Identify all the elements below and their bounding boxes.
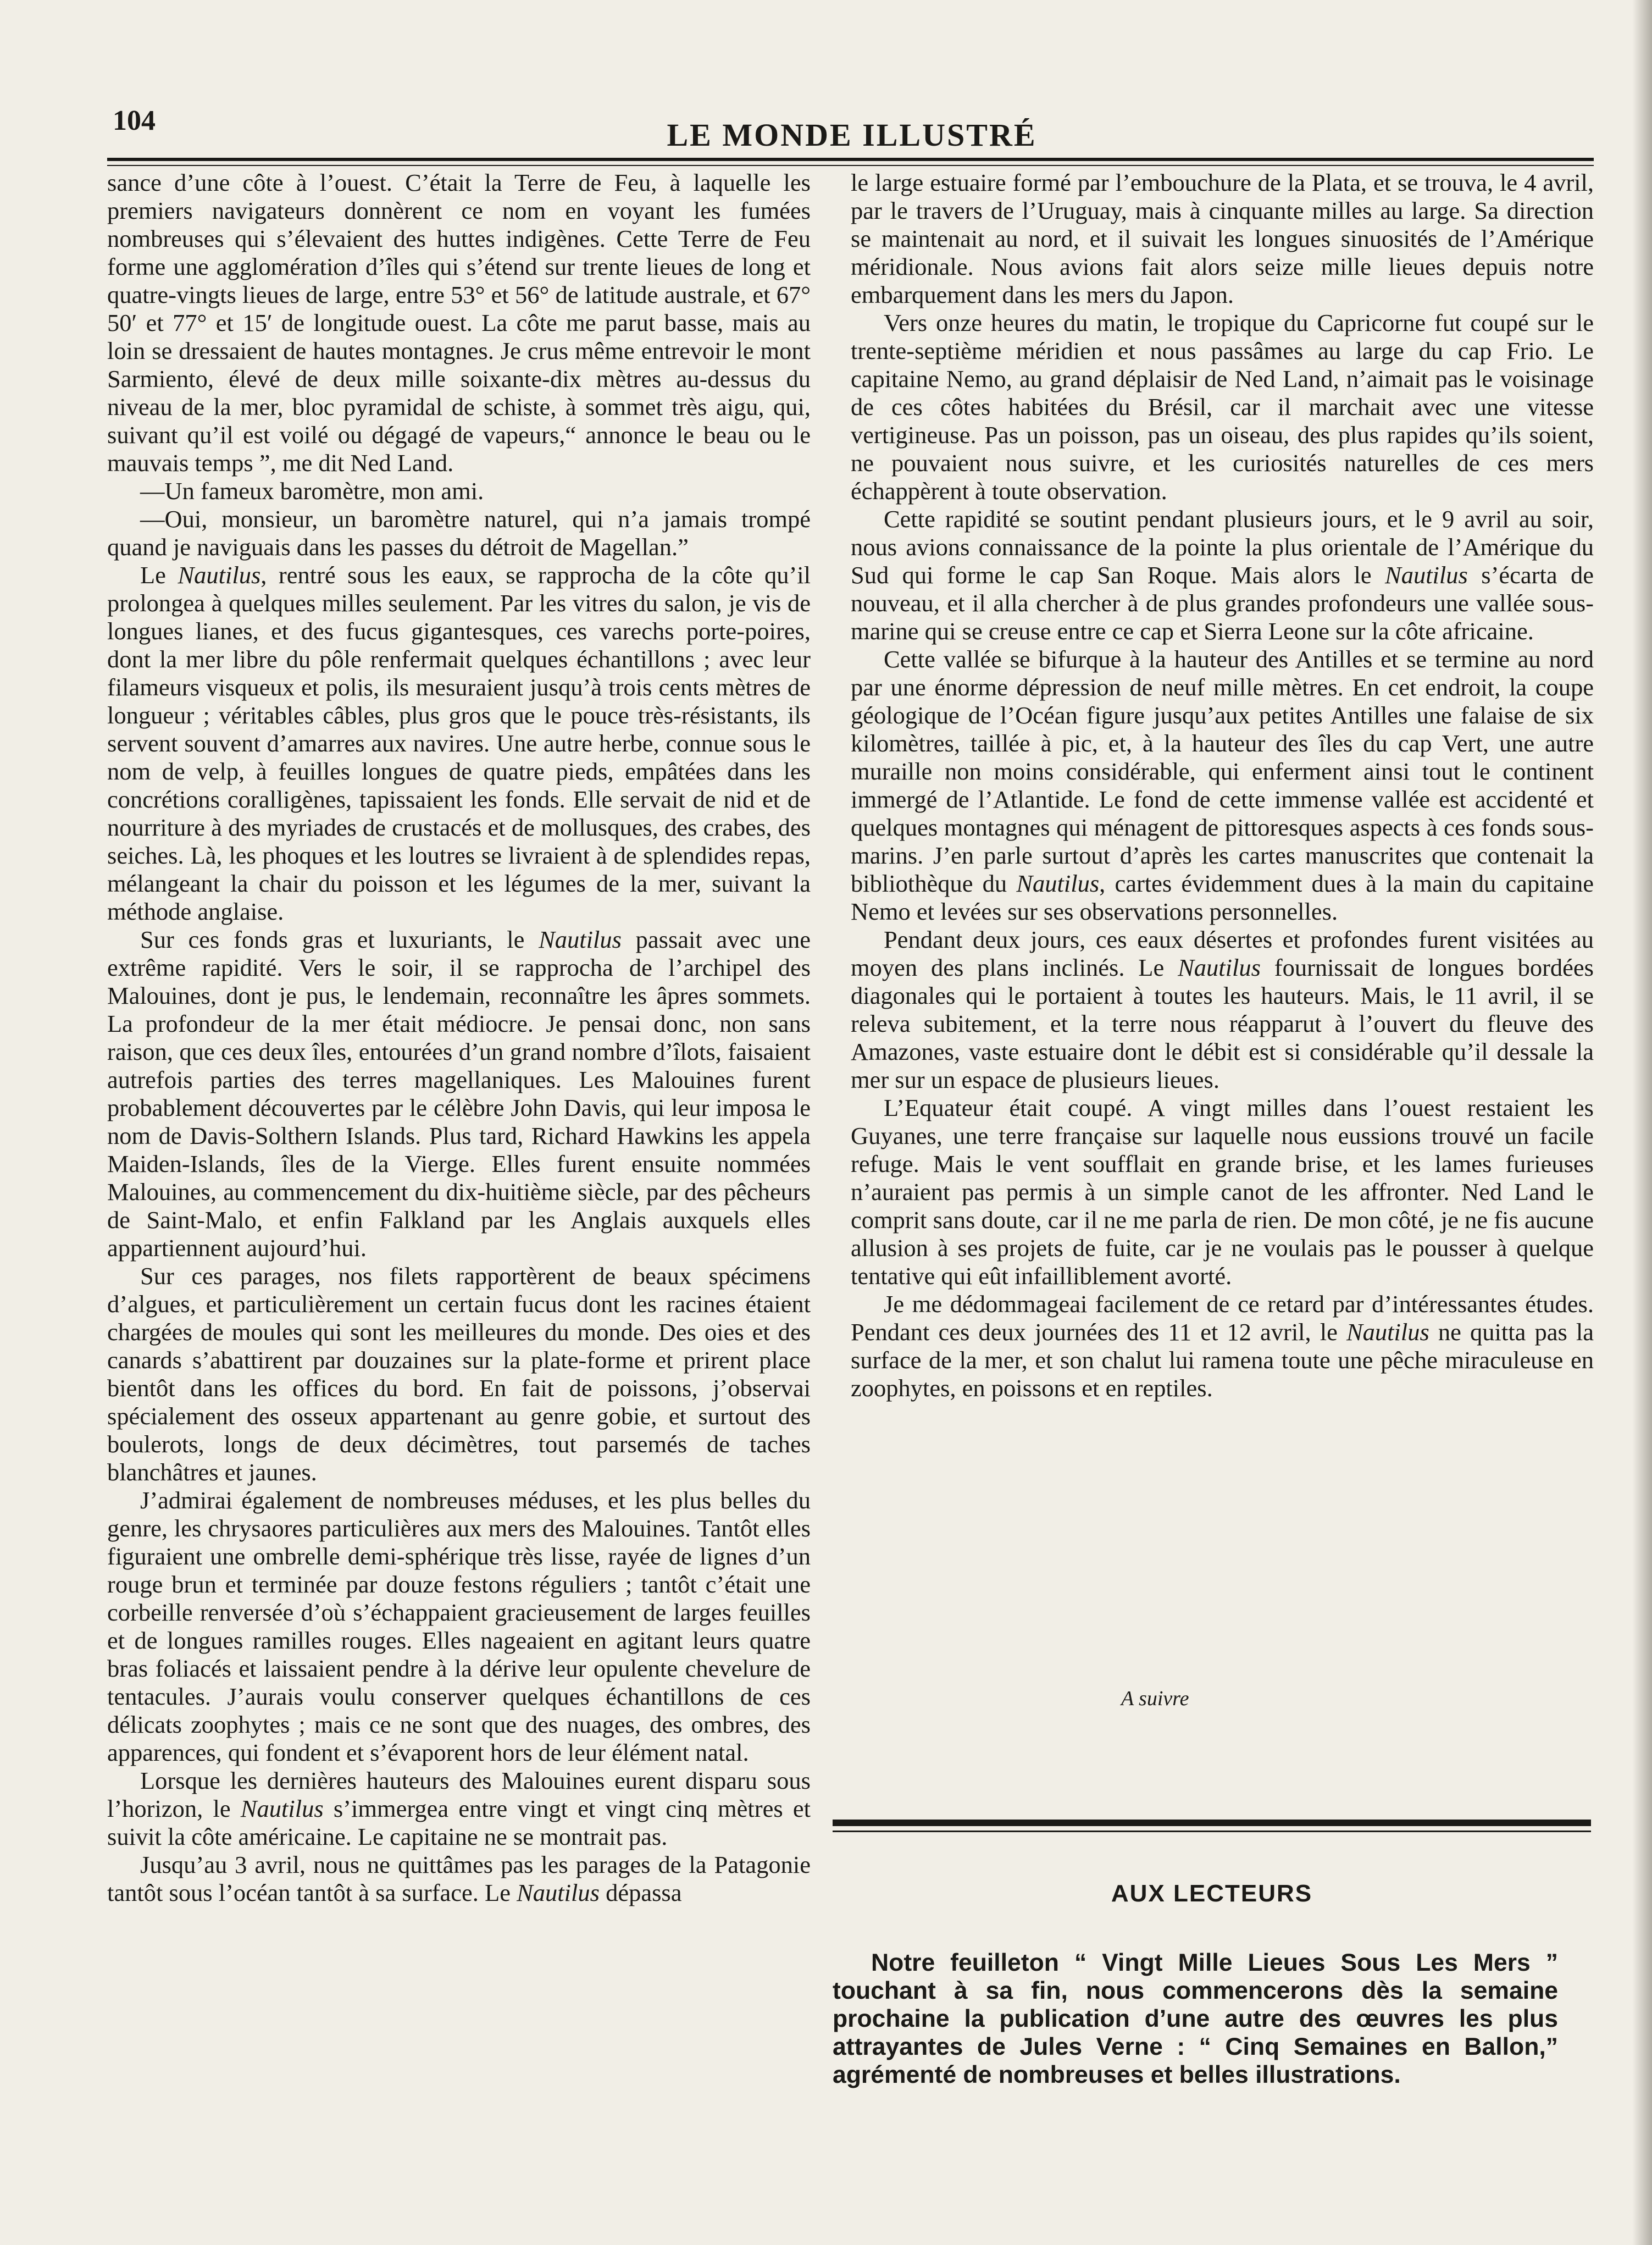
right-column <box>851 169 1594 1587</box>
paragraph: Sur ces fonds gras et luxuriants, le Nautilus passait avec une extrême rapidité. Vers le soir, il se rapprocha de l’archipel des Malouines, dont je pus, le lendemain, reconnaître les âpres sommets. La profondeur de la mer était médiocre. Je pensai donc, non sans raison, que ces deux îles, entourées d’un grand nombre d’îlots, faisaient autrefois parties des terres magellaniques. Les Malouines furent probablement découvertes par le célèbre John Davis, qui leur imposa le nom de Davis-Solthern Islands. Plus tard, Richard Hawkins les appela Maiden-Islands, îles de la Vierge. Elles furent ensuite nommées Malouines, au commencement du dix-huitième siècle, par des pêcheurs de Saint-Malo, et enfin Falkland par les Anglais auxquels elles appartiennent aujourd’hui. <box>107 926 811 1262</box>
paragraph: Cette vallée se bifurque à la hauteur des Antilles et se termine au nord par une énorme dépression de neuf mille mètres. En cet endroit, la coupe géologique de l’Océan figure jusqu’aux petites Antilles une falaise de six kilomètres, taillée à pic, et, à la hauteur des îles du cap Vert, une autre muraille non moins considérable, qui enferment ainsi tout le continent immergé de l’Atlantide. Le fond de cette immense vallée est accidenté et quelques montagnes qui ménagent de pittoresques aspects à ces fonds sous-marins. J’en parle surtout d’après les cartes manuscrites que contenait la bibliothèque du Nautilus, cartes évidemment dues à la main du capitaine Nemo et levées sur ses observations personnelles. <box>851 645 1594 925</box>
paragraph: Pendant deux jours, ces eaux désertes et profondes furent visitées au moyen des plans inclinés. Le Nautilus fournissait de longues bordées diagonales qui le portaient à toutes les hauteurs. Mais, le 11 avril, il se releva subitement, et la terre nous réapparut à l’ouvert du fleuve des Amazones, vaste estuaire dont le débit est si considérable qu’il dessale la mer sur un espace de plusieurs lieues. <box>851 926 1594 1093</box>
paragraph: J’admirai également de nombreuses méduses, et les plus belles du genre, les chrysaores particulières aux mers des Malouines. Tantôt elles figuraient une ombrelle demi-sphérique très lisse, rayée de lignes d’un rouge brun et terminée par douze festons réguliers ; tantôt c’était une corbeille renversée d’où s’échappaient gracieusement de larges feuilles et de longues ramilles rouges. Elles nageaient en agitant leurs quatre bras foliacés et laissaient pendre à la dérive leur opulente chevelure de tentacules. J’aurais voulu conserver quelques échantillons de ces délicats zoophytes ; mais ce ne sont que des nuages, des ombres, des apparences, qui fondent et s’évaporent hors de leur élément natal. <box>107 1486 811 1766</box>
paragraph: Le Nautilus, rentré sous les eaux, se rapprocha de la côte qu’il prolongea à quelques milles seulement. Par les vitres du salon, je vis de longues lianes, et des fucus gigantesques, ces varechs porte-poires, dont la mer libre du pôle renfermait quelques échantillons ; avec leur filameurs visqueux et polis, ils mesuraient jusqu’à trois cents mètres de longueur ; véritables câbles, plus gros que le pouce très-résistants, ils servent souvent d’amarres aux navires. Une autre herbe, connue sous le nom de velp, à feuilles longues de quatre pieds, empâtées dans les concrétions coralligènes, tapissaient les fonds. Elle servait de nid et de nourriture à des myriades de crustacés et de mollusques, des crabes, des seiches. Là, les phoques et les loutres se livraient à de splendides repas, mélangeant la chair du poisson et les légumes de la mer, suivant la méthode anglaise. <box>107 561 811 925</box>
notice-heading: AUX LECTEURS <box>1111 1880 1313 1907</box>
header-rule-thick <box>107 158 1594 161</box>
paragraph: Vers onze heures du matin, le tropique du Capricorne fut coupé sur le trente-septième méridien et nous passâmes au large du cap Frio. Le capitaine Nemo, au grand déplaisir de Ned Land, n’aimait pas le voisinage de ces côtes habitées du Brésil, car il marchait avec une vitesse vertigineuse. Pas un poisson, pas un oiseau, des plus rapides qu’ils soient, ne pouvaient nous suivre, et les curiosités naturelles de ces mers échappèrent à toute observation. <box>851 309 1594 505</box>
paragraph: Je me dédommageai facilement de ce retard par d’intéressantes études. Pendant ces deux journées des 11 et 12 avril, le Nautilus ne quitta pas la surface de la mer, et son chalut lui ramena toute une pêche miraculeuse en zoophytes, en poissons et en reptiles. <box>851 1290 1594 1402</box>
paragraph: L’Equateur était coupé. A vingt milles dans l’ouest restaient les Guyanes, une terre française sur laquelle nous eussions trouvé un facile refuge. Mais le vent soufflait en grande brise, et les lames furieuses n’auraient pas permis à un simple canot de les affronter. Ned Land le comprit sans doute, car il ne me parla de rien. De mon côté, je ne fis aucune allusion à ses projets de fuite, car je ne voulais pas le pousser à quelque tentative qui eût infailliblement avorté. <box>851 1094 1594 1290</box>
page-edge-shadow <box>1632 0 1652 2245</box>
page-header <box>113 104 1591 157</box>
notice-rule-thin <box>833 1831 1591 1832</box>
paragraph: Jusqu’au 3 avril, nous ne quittâmes pas les parages de la Patagonie tantôt sous l’océan tantôt à sa surface. Le Nautilus dépassa <box>107 1851 811 1906</box>
continuation-note: A suivre <box>1121 1687 1189 1710</box>
paragraph: Lorsque les dernières hauteurs des Malouines eurent disparu sous l’horizon, le Nautilus s’immergea entre vingt et vingt cinq mètres et suivit la côte américaine. Le capitaine ne se montrait pas. <box>107 1767 811 1850</box>
paragraph: Cette rapidité se soutint pendant plusieurs jours, et le 9 avril au soir, nous avions connaissance de la pointe la plus orientale de l’Amérique du Sud qui forme le cap San Roque. Mais alors le Nautilus s’écarta de nouveau, et il alla chercher à de plus grandes profondeurs une vallée sous-marine qui se creuse entre ce cap et Sierra Leone sur la côte africaine. <box>851 505 1594 645</box>
journal-title: LE MONDE ILLUSTRÉ <box>667 117 1037 153</box>
paragraph: —Un fameux baromètre, mon ami. <box>140 477 484 505</box>
paragraph: Sur ces parages, nos filets rapportèrent de beaux spécimens d’algues, et particulièrement un certain fucus dont les racines étaient chargées de moules qui sont les meilleures du monde. Des oies et des canards s’abattirent par douzaines sur la plate-forme et prirent place bientôt dans les offices du bord. En fait de poissons, j’observai spécialement des osseux appartenant au genre gobie, et surtout des boulerots, longs de deux décimètres, tout parsemés de taches blanchâtres et jaunes. <box>107 1262 811 1486</box>
header-rule-thin <box>107 165 1594 166</box>
paragraph: sance d’une côte à l’ouest. C’était la Terre de Feu, à laquelle les premiers navigateurs donnèrent ce nom en voyant les fumées nombreuses qui s’élevaient des huttes indigènes. Cette Terre de Feu forme une agglomération d’îles qui s’étend sur trente lieues de long et quatre-vingts lieues de large, entre 53° et 56° de latitude australe, et 67° 50′ et 77° et 15′ de longitude ouest. La côte me parut basse, mais au loin se dressaient de hautes montagnes. Je crus même entrevoir le mont Sarmiento, élevé de deux mille soixante-dix mètres au-dessus du niveau de la mer, bloc pyramidal de schiste, à sommet très aigu, qui, suivant qu’il est voilé ou dégagé de vapeurs,“ annonce le beau ou le mauvais temps ”, me dit Ned Land. <box>107 169 811 477</box>
notice-rule-thick <box>833 1820 1591 1826</box>
page-number: 104 <box>113 105 156 136</box>
left-column <box>107 169 811 2159</box>
paragraph: —Oui, monsieur, un baromètre naturel, qui n’a jamais trompé quand je naviguais dans les passes du détroit de Magellan.” <box>107 505 811 561</box>
notice-body: Notre feuilleton “ Vingt Mille Lieues Sous Les Mers ” touchant à sa fin, nous commencerons dès la semaine prochaine la publication d’une autre des œuvres les plus attrayantes de Jules Verne : “ Cinq Semaines en Ballon,” agrémenté de nombreuses et belles illustrations. <box>833 1949 1558 2088</box>
paragraph: le large estuaire formé par l’embouchure de la Plata, et se trouva, le 4 avril, par le travers de l’Uruguay, mais à cinquante milles au large. Sa direction se maintenait au nord, et il suivait les longues sinuosités de l’Amérique méridionale. Nous avions fait alors seize mille lieues depuis notre embarquement dans les mers du Japon. <box>851 169 1594 308</box>
